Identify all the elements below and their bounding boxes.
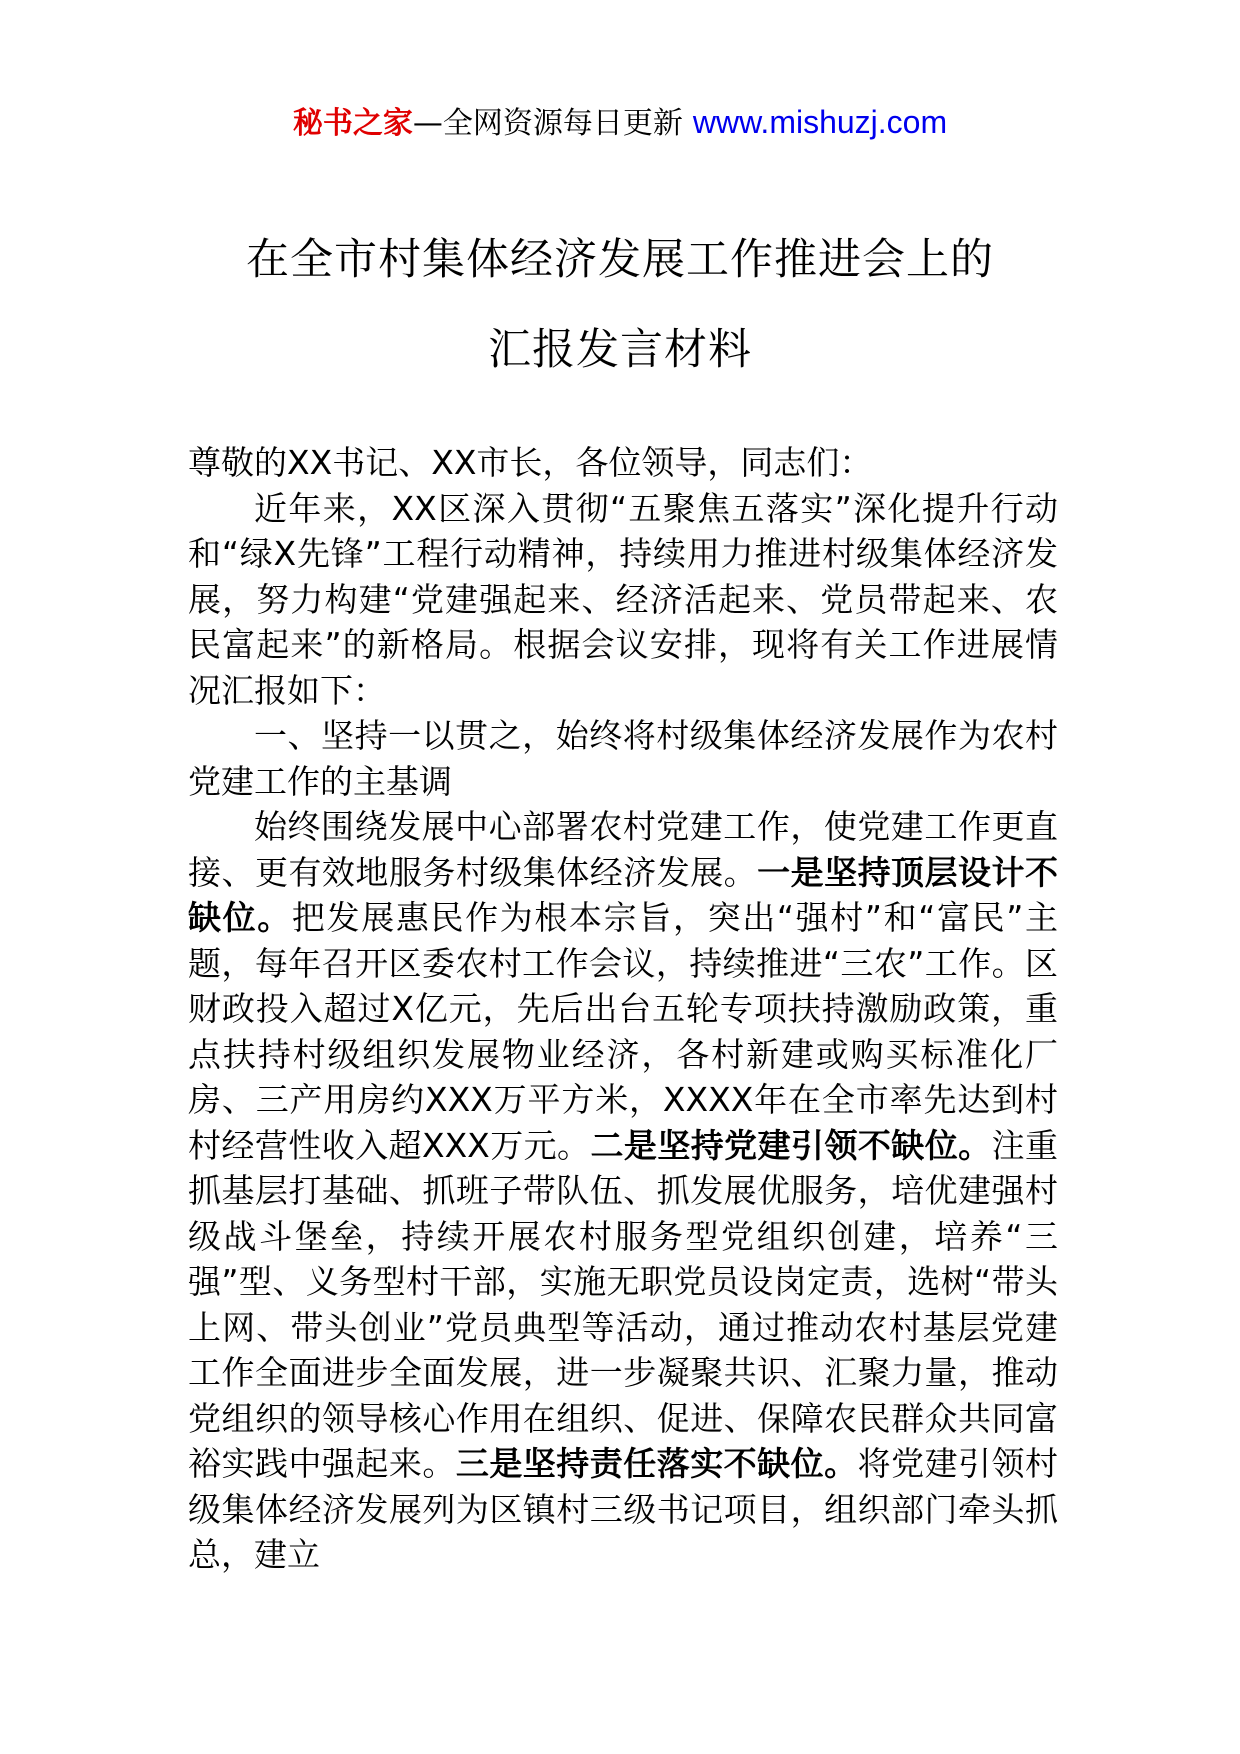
point-one-text: 把发展惠民作为根本宗旨，突出“强村”和“富民”主题，每年召开区委农村工作会议，持续推进“三农”工作。区财政投入超过X亿元，先后出台五轮专项扶持激励政策，重点扶持村级组织发展物业经济，各村新建或购买标准化厂房、三产用房约XXX万平方米，XXXX年在全市率先达到村村经营性收入超XXX万元。 xyxy=(188,898,1058,1165)
point-two-text: 注重抓基层打基础、抓班子带队伍、抓发展优服务，培优建强村级战斗堡垒，持续开展农村服务型党组织创建，培养“三强”型、义务型村干部，实施无职党员设岗定责，选树“带头上网、带头创业”党员典型等活动，通过推动农村基层党建工作全面进步全面发展，进一步凝聚共识、汇聚力量，推动党组织的领导核心作用在组织、促进、保障农民群众共同富裕实践中强起来。 xyxy=(188,1125,1059,1483)
section1-lead: 始终围绕发展中心部署农村党建工作，使党建工作更直接、更有效地服务村级集体经济发展。 xyxy=(188,807,1058,892)
intro-paragraph: 近年来，XX区深入贯彻“五聚焦五落实”深化提升行动和“绿X先锋”工程行动精神，持续用力推进村级集体经济发展，努力构建“党建强起来、经济活起来、党员带起来、农民富起来”的新格局。根据会议安排，现将有关工作进展情况汇报如下： xyxy=(188,488,1058,710)
point-three-heading: 三是坚持责任落实不缺位。 xyxy=(455,1444,858,1483)
site-header xyxy=(0,100,1240,146)
document-title-line2: 汇报发言材料 xyxy=(488,325,752,375)
document-body xyxy=(188,440,1058,1578)
document-title-line1: 在全市村集体经济发展工作推进会上的 xyxy=(246,235,994,285)
site-brand: 秘书之家 xyxy=(292,106,413,141)
point-one-heading: 一是坚持顶层设计不缺位。 xyxy=(188,852,1059,937)
section1-paragraph xyxy=(188,804,1058,1578)
salutation: 尊敬的XX书记、XX市长，各位领导，同志们： xyxy=(188,443,873,482)
section1-heading: 一、坚持一以贯之，始终将村级集体经济发展作为农村党建工作的主基调 xyxy=(188,716,1058,801)
site-tagline: —全网资源每日更新 xyxy=(412,106,683,141)
site-url-link[interactable]: www.mishuzj.com xyxy=(692,104,948,140)
point-two-heading: 二是坚持党建引领不缺位。 xyxy=(590,1125,992,1165)
point-three-text: 将党建引领村级集体经济发展列为区镇村三级书记项目，组织部门牵头抓总，建立 xyxy=(188,1444,1059,1574)
